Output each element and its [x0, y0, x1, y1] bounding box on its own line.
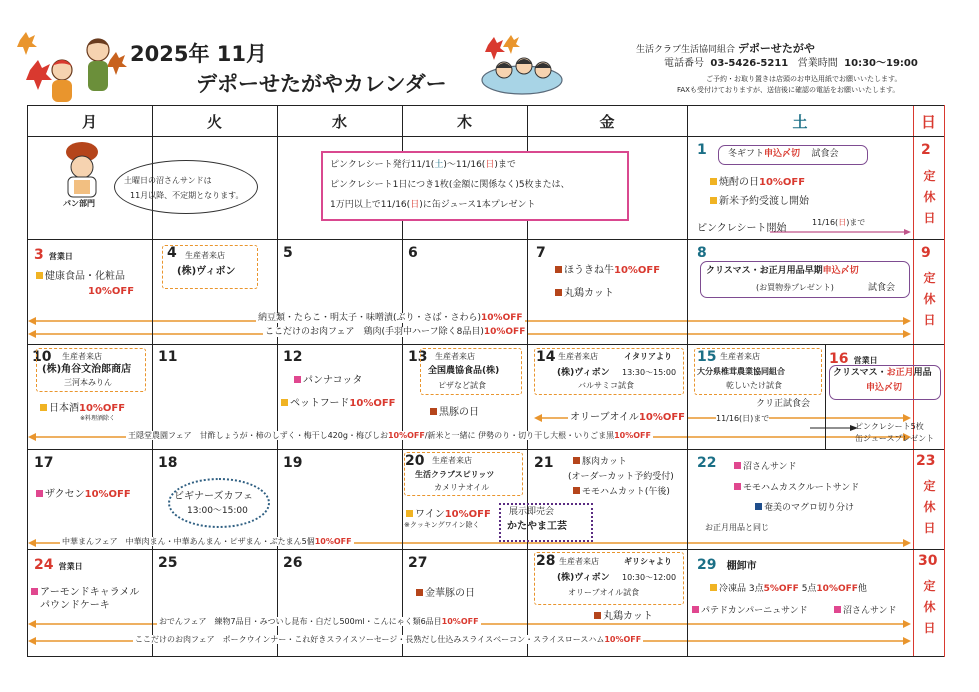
text: クリスマス・: [833, 368, 887, 378]
grid-line: [825, 345, 826, 449]
text: 沼さんサンド: [743, 462, 797, 472]
bread-label: パン部門: [63, 199, 95, 208]
text: 休: [923, 600, 936, 614]
text: 沼さんサンド: [843, 606, 897, 616]
day-27: 27: [408, 555, 428, 571]
pink-receipt-until: [812, 218, 865, 227]
text: 日: [923, 621, 936, 635]
day-8: 8: [697, 245, 707, 261]
day-7: 7: [536, 245, 546, 261]
day-9: 9: [921, 245, 931, 261]
day-25: 25: [158, 555, 178, 571]
fair-meat: [263, 327, 527, 337]
tasting: 試食会: [868, 283, 896, 293]
text: 10%OFF: [614, 431, 651, 440]
can-juice: 缶ジュースプレゼント: [855, 434, 935, 443]
text: クリスマス・お正月用品早期: [706, 266, 823, 276]
day-18: 18: [158, 455, 178, 471]
org-name: デポーせたがや: [737, 42, 815, 55]
square-icon: [834, 606, 841, 613]
text: 営業日: [853, 356, 878, 365]
numa-sand: [834, 606, 897, 616]
square-icon: [555, 266, 562, 273]
square-icon: [36, 490, 43, 497]
sat-product: 乾しいたけ試食: [726, 381, 782, 390]
text: 焼酎の日: [719, 177, 759, 188]
text: 10%OFF: [387, 431, 425, 440]
almond: [31, 587, 139, 599]
text: 10%OFF: [441, 617, 479, 626]
momo-croute: [734, 483, 859, 493]
greece-label: ギリシャより: [624, 557, 672, 566]
order-note: (オーダーカット予約受付): [568, 472, 674, 482]
day-14: 14: [536, 349, 556, 365]
text: 日: [923, 211, 936, 225]
fri-time: 10:30～12:00: [622, 573, 677, 582]
sat-producer: 大分県椎茸農業協同組合: [697, 367, 785, 376]
text: 金華豚の日: [425, 588, 475, 599]
hours-value: 10:30～19:00: [844, 58, 918, 69]
text: 定: [923, 271, 936, 285]
fair-pork: [133, 635, 643, 644]
closed-day-label: [915, 576, 944, 639]
weekday-mon: 月: [81, 112, 97, 131]
numa-sand: [734, 462, 797, 472]
text: アーモンドキャラメル: [40, 587, 140, 598]
fri-time: 13:30～15:00: [622, 368, 677, 377]
day-24: [34, 555, 83, 573]
text: 営業日: [48, 252, 73, 261]
maple-leaf-icon: [17, 32, 37, 55]
text: オリーブオイル: [570, 412, 639, 423]
grid-line: [944, 105, 945, 657]
text: 日: [923, 313, 936, 327]
black-pork-day: [430, 407, 479, 419]
contact-info: [664, 58, 918, 70]
bubble-text-2: 11月以降、不定期となります。: [130, 191, 244, 200]
square-icon: [734, 483, 741, 490]
day-2: 2: [921, 142, 931, 158]
weekday-sun: 日: [920, 112, 936, 131]
text: 10%OFF: [314, 537, 352, 546]
closed-day-label: [915, 166, 944, 229]
family-illustration: [17, 32, 127, 102]
text: 棚卸市: [726, 561, 757, 572]
italy-label: イタリアより: [624, 352, 672, 361]
golden-pork-day: [416, 588, 475, 600]
closed-day-label: [915, 268, 944, 331]
text: 他: [857, 584, 867, 594]
text: 休: [923, 190, 936, 204]
text: 定: [923, 479, 936, 493]
text: ザクセン: [45, 489, 85, 500]
text: 営業日: [58, 562, 83, 571]
text: 10%OFF: [483, 327, 526, 337]
onsen-illustration: [482, 35, 562, 94]
producer-visit: 生産者来店: [62, 352, 102, 361]
square-icon: [734, 462, 741, 469]
square-icon: [710, 197, 717, 204]
mon-product: 三河本みりん: [64, 378, 112, 387]
text: 新米予約受渡し開始: [719, 196, 809, 207]
fair-chukaman: [60, 537, 354, 546]
momo-cut: [573, 487, 670, 497]
square-icon: [573, 487, 580, 494]
phone-label: 電話番号: [664, 58, 704, 69]
text: 5点: [798, 584, 817, 594]
day-5: 5: [283, 245, 293, 261]
weekday-tue: 火: [206, 112, 222, 131]
text: 冬ギフト: [728, 149, 765, 159]
zakusen: [36, 489, 131, 501]
day-13: 13: [408, 349, 428, 365]
square-icon: [594, 612, 601, 619]
producer-visit: 生産者来店: [720, 352, 760, 361]
voucher: (お買物券プレゼント): [756, 283, 834, 292]
text: ここだけのお肉フェア ポークウインナー・これ好きスライスソーセージ・長熟だし仕込みスライスベーコン・スライスロースハム: [135, 635, 605, 644]
text: ピンクレシート発行11/1(: [330, 160, 435, 170]
text: )～11/16(: [443, 160, 486, 170]
text: 丸鶏カット: [603, 611, 653, 622]
text: 10%OFF: [759, 177, 806, 188]
beginner-time: 13:00～15:00: [187, 506, 248, 516]
weekday-fri: 金: [599, 112, 615, 131]
day-19: 19: [283, 455, 303, 471]
text: 奄美のマグロ切り分け: [764, 503, 855, 513]
text: 10%OFF: [349, 398, 396, 409]
rice-reservation: [710, 196, 809, 208]
katayama: かたやま工芸: [507, 521, 567, 532]
note-fax: FAXも受付けておりますが、送信後に確認の電話をお願いいたします。: [677, 86, 900, 94]
fair-oindo: [126, 431, 653, 440]
square-icon: [294, 376, 301, 383]
pound-cake: パウンドケーキ: [40, 600, 110, 611]
frozen-sale: [710, 584, 867, 594]
text: 16: [829, 351, 849, 367]
maple-leaf-icon: [26, 60, 52, 90]
fri-product: バルサミコ試食: [578, 381, 634, 390]
square-icon: [430, 408, 437, 415]
text: 10%OFF: [604, 635, 642, 644]
exhibit: 展示即売会: [509, 507, 555, 517]
closed-day-label: [915, 476, 944, 539]
square-icon: [40, 404, 47, 411]
pink-five: ピンクレシート5枚: [855, 422, 924, 431]
weekday-sat: 土: [792, 112, 808, 131]
text: 申込〆切: [822, 266, 859, 276]
text: パテドカンパーニュサンド: [701, 606, 808, 616]
text: ワイン: [415, 509, 445, 520]
producer-visit: 生産者来店: [558, 352, 598, 361]
sake-note: ※料理酒除く: [80, 415, 116, 422]
beef: [555, 265, 660, 277]
text: モモハムカスクルートサンド: [743, 483, 860, 493]
text: 豚肉カット: [582, 457, 627, 467]
grid-line: [27, 136, 944, 137]
day-22: 22: [697, 455, 717, 471]
text: 健康食品・化粧品: [45, 271, 125, 282]
text: 10%OFF: [481, 313, 523, 323]
grid-line: [27, 239, 944, 240]
phone-number: 03-5426-5211: [710, 58, 789, 69]
square-icon: [406, 510, 413, 517]
square-icon: [31, 588, 38, 595]
text: 丸鶏カット: [564, 288, 614, 299]
day-3: [34, 245, 73, 263]
mon-producer: (株)角谷文治郎商店: [42, 364, 132, 375]
day-4: 4: [167, 245, 177, 261]
petfood: [281, 398, 396, 410]
text: 休: [923, 500, 936, 514]
pink-receipt-line1: [330, 160, 516, 170]
day-29: [697, 555, 757, 573]
new-year-same: お正月用品と同じ: [705, 523, 769, 532]
text: ほうきね牛: [564, 265, 614, 276]
grid-line: [27, 105, 28, 657]
thu-product: ピザなど試食: [438, 381, 486, 390]
text: お正月: [886, 368, 914, 378]
text: 1万円以上で11/16(: [330, 200, 411, 210]
pink-receipt-line3: [330, 200, 535, 210]
text: 日: [838, 218, 847, 227]
pate-sand: [692, 606, 808, 616]
text: おでんフェア 練物7品目・みついし昆布・白だし500ml・こんにゃく類6品目: [159, 617, 442, 626]
producer-visit: 生産者来店: [559, 557, 599, 566]
text: 黒豚の日: [439, 407, 479, 418]
text: 王隠堂農園フェア 甘酢しょうが・柿のしずく・梅干し420g・梅びしお: [128, 431, 388, 440]
thu-producer: 生活クラブスピリッツ: [415, 470, 495, 479]
text: 中華まんフェア 中華肉まん・中華あんまん・ピザまん・ぶたまん5個: [62, 537, 315, 546]
grid-line: [687, 105, 688, 657]
text: 3: [34, 247, 44, 263]
square-icon: [755, 503, 762, 510]
text: 29: [697, 557, 717, 573]
title-calendar: デポーせたがやカレンダー: [196, 72, 447, 96]
day-10: 10: [32, 349, 52, 365]
text: 5%OFF: [763, 584, 799, 594]
grid-line: [27, 656, 944, 657]
thu-producer: 全国農協食品(株): [428, 366, 500, 376]
text: 11/16(: [812, 218, 839, 227]
amami: [755, 503, 854, 513]
text: 冷凍品 3点: [719, 584, 764, 594]
text: 10%OFF: [444, 509, 491, 520]
square-icon: [416, 589, 423, 596]
health-item: [36, 271, 125, 283]
vivon: (株)ヴィボン: [177, 266, 236, 277]
producer-visit: 生産者来店: [432, 456, 472, 465]
text: モモハムカット(午後): [582, 487, 670, 497]
square-icon: [692, 606, 699, 613]
text: 定: [923, 169, 936, 183]
health-off: 10%OFF: [88, 286, 135, 297]
org-info: [636, 43, 815, 56]
text: 10%OFF: [84, 489, 131, 500]
fri-product: オリーブオイル試食: [568, 588, 640, 597]
grid-line: [27, 549, 944, 550]
sake-day: [40, 403, 125, 415]
bread-staff-illustration: [66, 142, 98, 197]
text: 試食会: [811, 149, 839, 159]
text: 日: [410, 200, 420, 210]
text: 10%OFF: [638, 412, 686, 423]
text: )に缶ジュース1本プレゼント: [419, 200, 536, 210]
text: 納豆類・たらこ・明太子・味噌漬(ぶり・さば・さわら): [258, 313, 482, 323]
text: パンナコッタ: [303, 375, 363, 386]
text: ペットフード: [290, 398, 350, 409]
winter-gift: [728, 149, 839, 159]
day-30: 30: [918, 553, 938, 569]
day-1: 1: [697, 142, 707, 158]
chicken-cut: [555, 288, 614, 300]
beginner-cafe-circle: [168, 478, 270, 528]
wine: [406, 509, 491, 521]
text: 休: [923, 292, 936, 306]
producer-visit: 生産者来店: [435, 352, 475, 361]
text: 用品: [913, 368, 932, 378]
beginner-cafe: ビギナーズカフェ: [174, 491, 253, 502]
text: 日: [485, 160, 495, 170]
day-17: 17: [34, 455, 54, 471]
text: ここだけのお肉フェア 鶏肉(手羽中ハーフ除く8品目): [265, 327, 484, 337]
olive-oil: [568, 412, 687, 424]
sun-xmas: [833, 368, 932, 378]
weekday-wed: 水: [331, 112, 347, 131]
day-23: 23: [916, 453, 936, 469]
square-icon: [710, 584, 717, 591]
bubble-text-1: 土曜日の沼さんサンドは: [124, 176, 212, 185]
square-icon: [281, 399, 288, 406]
text: )まで: [494, 160, 516, 170]
grid-line: [27, 449, 944, 450]
xmas-item: [706, 266, 859, 276]
fair-oden: [157, 617, 481, 626]
thu-product: カメリナオイル: [434, 483, 490, 492]
pork-cut: [573, 457, 627, 467]
weekday-thu: 木: [456, 112, 472, 131]
sun-deadline: 申込〆切: [866, 383, 903, 393]
maple-leaf-icon: [107, 52, 127, 75]
text: 24: [34, 557, 54, 573]
text: 10%OFF: [79, 403, 126, 414]
text: 日: [923, 521, 936, 535]
text: 10%OFF: [816, 584, 858, 594]
day-20: 20: [405, 453, 425, 469]
shochu-day: [710, 177, 805, 189]
day-6: 6: [408, 245, 418, 261]
pink-receipt-line2: ピンクレシート1日につき1枚(金額に関係なく)5枚または、: [330, 180, 570, 190]
grid-line: [27, 344, 944, 345]
text: 定: [923, 579, 936, 593]
note-reservation: ご予約・お取り置きは店頭のお申込用紙でお願いいたします。: [706, 75, 902, 83]
pink-receipt-start: ピンクレシート開始: [697, 223, 787, 234]
square-icon: [710, 178, 717, 185]
day-11: 11: [158, 349, 178, 365]
square-icon: [36, 272, 43, 279]
text: 土: [434, 160, 444, 170]
day-26: 26: [283, 555, 303, 571]
producer-visit: 生産者来店: [185, 251, 225, 260]
day-21: 21: [534, 455, 554, 471]
hours-label: 営業時間: [797, 58, 838, 69]
pannacotta: [294, 375, 362, 387]
day-15: 15: [697, 349, 717, 365]
text: 日本酒: [49, 403, 79, 414]
fri-producer: (株)ヴィボン: [557, 573, 610, 583]
olive-until: 11/16(日)まで: [716, 414, 770, 423]
fri-producer: (株)ヴィボン: [557, 368, 610, 378]
grid-line: [277, 105, 278, 657]
square-icon: [555, 289, 562, 296]
title-year-month: 2025年 11月: [130, 42, 267, 66]
day-28: 28: [536, 553, 556, 569]
chicken-cut: [594, 611, 653, 623]
text: /新米と一緒に 伊勢のり・切り干し大根・いりごま黒: [424, 431, 615, 440]
wine-note: ※クッキングワイン除く: [404, 521, 480, 529]
org-prefix: 生活クラブ生活協同組合: [636, 45, 736, 55]
fair-natto: [256, 313, 525, 323]
speech-bubble: [114, 160, 258, 214]
square-icon: [573, 457, 580, 464]
text: )まで: [846, 218, 866, 227]
day-12: 12: [283, 349, 303, 365]
chestnut-tasting: クリ正試食会: [756, 399, 811, 409]
text: 10%OFF: [614, 265, 661, 276]
text: 申込〆切: [764, 149, 801, 159]
